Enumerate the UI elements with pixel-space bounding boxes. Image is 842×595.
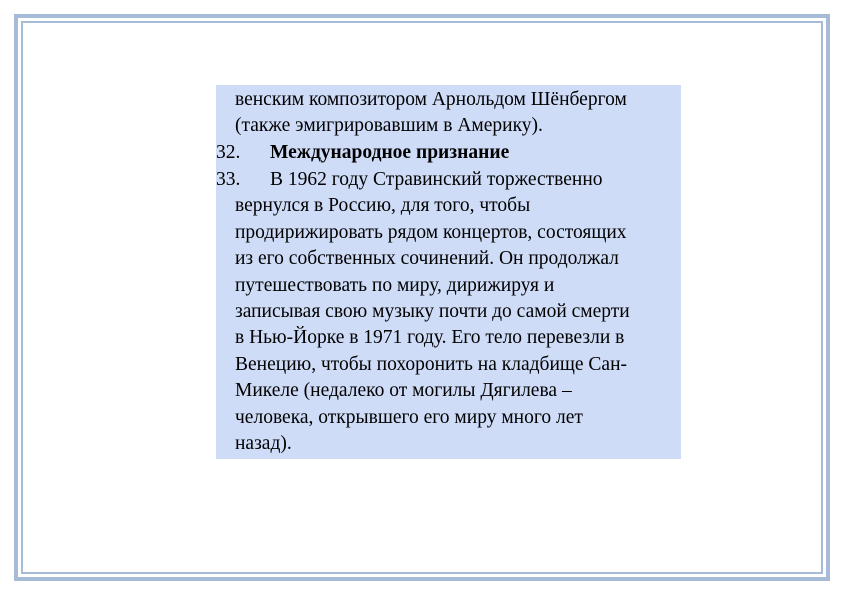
text-line: вернулся в Россию, для того, чтобы bbox=[235, 195, 531, 217]
list-item-33 bbox=[216, 167, 681, 457]
text-line: из его собственных сочинений. Он продолжал bbox=[235, 248, 619, 270]
text-line: путешествовать по миру, дирижируя и bbox=[235, 274, 555, 296]
list-number: 33. bbox=[216, 169, 241, 190]
list-number: 32. bbox=[216, 142, 241, 163]
text-line: Венецию, чтобы похоронить на кладбище Сан- bbox=[235, 353, 628, 375]
text-line: назад). bbox=[235, 433, 292, 455]
section-heading: Международное признание bbox=[270, 142, 510, 163]
text-line: человека, открывшего его миру много лет bbox=[235, 406, 583, 428]
slide-text-box[interactable] bbox=[216, 85, 681, 459]
text-line: продирижировать рядом концертов, состоящих bbox=[235, 221, 627, 243]
text-line: (также эмигрировавшим в Америку). bbox=[235, 115, 543, 137]
text-line: в Нью-Йорке в 1971 году. Его тело перевезли в bbox=[235, 327, 625, 349]
continuation-paragraph bbox=[216, 87, 681, 140]
list-item-32 bbox=[216, 140, 681, 166]
text-line: Микеле (недалеко от могилы Дягилева – bbox=[235, 380, 572, 402]
text-line: В 1962 году Стравинский торжественно bbox=[270, 169, 603, 190]
text-line: венским композитором Арнольдом Шёнбергом bbox=[235, 89, 627, 110]
text-line: записывая свою музыку почти до самой смерти bbox=[235, 301, 630, 323]
